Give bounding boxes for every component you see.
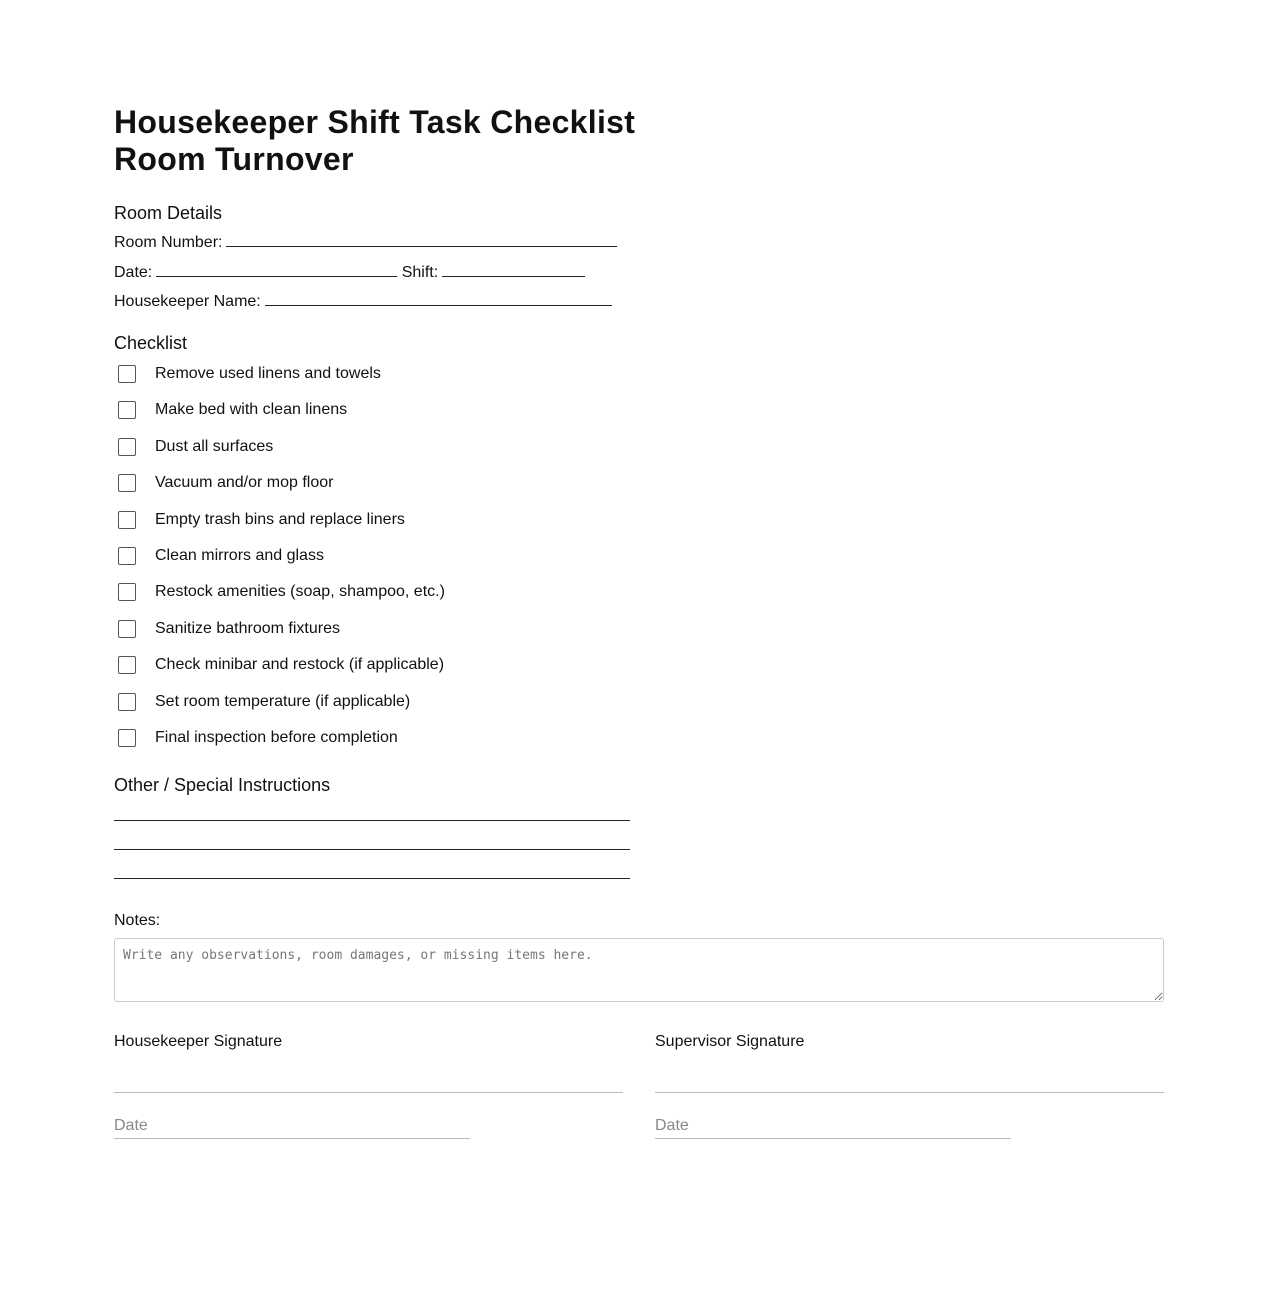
checkbox[interactable]: [118, 511, 136, 529]
checkbox[interactable]: [118, 656, 136, 674]
date-shift-field: [114, 262, 585, 282]
instruction-line[interactable]: [114, 820, 630, 821]
supervisor-signature-block: [655, 1033, 1164, 1051]
checklist-item-label: Set room temperature (if applicable): [155, 692, 411, 710]
checklist-item-label: Make bed with clean linens: [155, 401, 348, 419]
checklist-item-label: Final inspection before completion: [155, 729, 398, 746]
checklist-item[interactable]: [118, 692, 410, 712]
checklist-item-label: Sanitize bathroom fixtures: [155, 619, 340, 637]
checklist-item[interactable]: [118, 364, 381, 384]
checkbox[interactable]: [118, 474, 136, 492]
supervisor-signature-label: Supervisor Signature: [655, 1033, 805, 1050]
housekeeper-name-field: [114, 291, 612, 311]
checklist-item-label: Check minibar and restock (if applicable): [155, 656, 445, 674]
checkbox[interactable]: [118, 583, 136, 601]
checklist-item[interactable]: [118, 728, 398, 748]
date-blank[interactable]: [156, 262, 397, 277]
housekeeper-name-blank[interactable]: [265, 291, 612, 306]
checkbox[interactable]: [118, 438, 136, 456]
checkbox[interactable]: [118, 365, 136, 383]
title-line-2: Room Turnover: [114, 141, 354, 177]
housekeeper-signature-block: [114, 1033, 623, 1051]
title-line-1: Housekeeper Shift Task Checklist: [114, 104, 636, 140]
checklist-item-label: Vacuum and/or mop floor: [155, 474, 334, 492]
checklist-item[interactable]: [118, 510, 405, 530]
housekeeper-name-label: Housekeeper Name:: [114, 293, 261, 310]
checklist-item[interactable]: [118, 546, 324, 566]
checkbox[interactable]: [118, 547, 136, 565]
checklist-item[interactable]: [118, 582, 445, 602]
checklist-item[interactable]: [118, 619, 340, 639]
checklist-item[interactable]: [118, 655, 444, 675]
checklist-item[interactable]: [118, 437, 273, 457]
checkbox[interactable]: [118, 729, 136, 747]
housekeeper-signature-line[interactable]: [114, 1092, 623, 1093]
notes-label: Notes:: [114, 912, 161, 929]
checklist-item[interactable]: [118, 473, 333, 493]
supervisor-signature-line[interactable]: [655, 1092, 1164, 1093]
housekeeper-date-input[interactable]: [114, 1115, 470, 1139]
checkbox[interactable]: [118, 401, 136, 419]
shift-blank[interactable]: [442, 262, 585, 277]
instruction-line[interactable]: [114, 849, 630, 850]
housekeeper-signature-label: Housekeeper Signature: [114, 1033, 283, 1050]
checkbox[interactable]: [118, 693, 136, 711]
room-number-field: [114, 232, 617, 252]
page-title: [114, 104, 635, 178]
special-instructions-heading: Other / Special Instructions: [114, 775, 331, 795]
checklist-item-label: Dust all surfaces: [155, 437, 274, 455]
room-number-label: Room Number:: [114, 234, 223, 251]
shift-label: Shift:: [401, 264, 439, 281]
notes-textarea[interactable]: [114, 938, 1164, 1002]
checkbox[interactable]: [118, 620, 136, 638]
checklist-item-label: Clean mirrors and glass: [155, 547, 324, 564]
checklist-heading: Checklist: [114, 333, 188, 353]
instruction-line[interactable]: [114, 878, 630, 879]
checklist-item-label: Remove used linens and towels: [155, 365, 381, 382]
checklist-item[interactable]: [118, 400, 347, 420]
supervisor-date-input[interactable]: [655, 1115, 1011, 1139]
checklist-item-label: Empty trash bins and replace liners: [155, 510, 405, 528]
room-number-blank[interactable]: [226, 232, 617, 247]
checklist-item-label: Restock amenities (soap, shampoo, etc.): [155, 583, 445, 601]
date-label: Date:: [114, 264, 153, 281]
room-details-heading: Room Details: [114, 203, 223, 223]
